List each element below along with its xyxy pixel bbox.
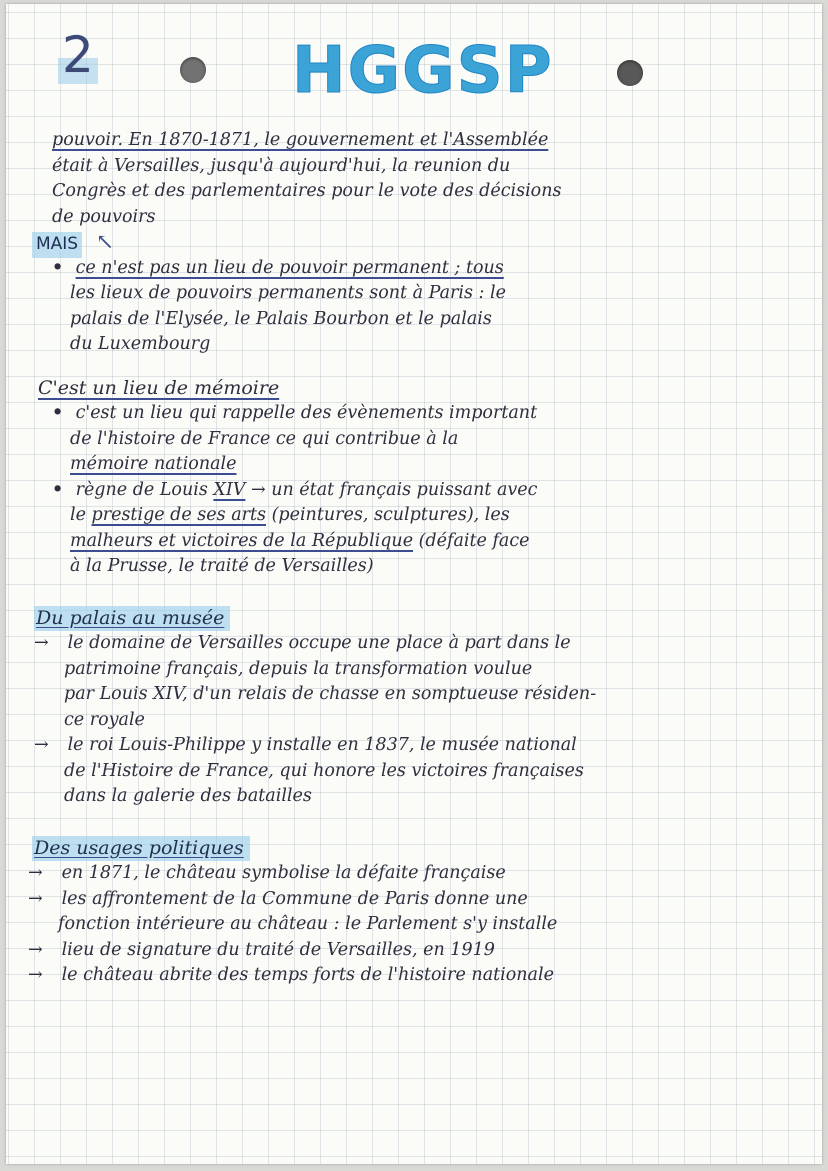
section-heading-line xyxy=(34,606,822,632)
arrow-icon: → xyxy=(28,965,43,985)
usages-section xyxy=(28,836,822,989)
bullet-line: de l'histoire de France ce qui contribue à la xyxy=(70,428,459,449)
mais-heading-line xyxy=(36,230,822,256)
list-item xyxy=(28,963,822,989)
musee-section xyxy=(34,606,822,810)
list-text: lieu de signature du traité de Versailles, en 1919 xyxy=(61,939,495,960)
intro-paragraph xyxy=(52,128,822,230)
bullet-icon: • xyxy=(52,257,64,278)
arrow-icon: → xyxy=(34,735,49,755)
bullet-line: palais de l'Elysée, le Palais Bourbon et le palais xyxy=(70,308,492,329)
bullet-line xyxy=(52,256,822,282)
intro-line xyxy=(52,128,822,154)
bullet-icon: • xyxy=(52,403,64,423)
bullet-text: → un état français puissant avec xyxy=(245,479,538,500)
page-title: HGGSP xyxy=(292,34,554,108)
list-line: ce royale xyxy=(64,709,145,730)
list-item xyxy=(28,861,822,887)
bullet-text: (peintures, sculptures), les xyxy=(266,505,510,525)
notes-body xyxy=(28,128,822,989)
list-line xyxy=(28,938,822,964)
memoire-section xyxy=(38,376,822,580)
list-line xyxy=(28,861,822,887)
malheurs-text: malheurs et victoires de la République xyxy=(70,530,414,551)
section-heading-line xyxy=(38,376,822,402)
list-text: le domaine de Versailles occupe une place à part dans le xyxy=(67,633,571,653)
memoire-nationale-text: mémoire nationale xyxy=(70,454,237,474)
musee-heading: Du palais au musée xyxy=(34,606,230,632)
notebook-page xyxy=(6,4,822,1164)
curved-arrow-icon: ↖ xyxy=(95,230,115,255)
bullet-text: (défaite face xyxy=(413,530,530,551)
intro-line: Congrès et des parlementaires pour le vote des décisions xyxy=(52,181,562,201)
list-line: dans la galerie des batailles xyxy=(64,786,312,806)
musee-list xyxy=(34,631,822,810)
bullet-line: les lieux de pouvoirs permanents sont à Paris : le xyxy=(70,283,506,303)
intro-line: de pouvoirs xyxy=(52,206,156,227)
bullet-line xyxy=(70,529,822,555)
arrow-icon: → xyxy=(28,863,43,883)
bullet-line: du Luxembourg xyxy=(70,334,211,354)
memoire-bullet-2 xyxy=(52,478,822,580)
page-number: 2 xyxy=(58,26,98,84)
bullet-text: ce n'est pas un lieu de pouvoir permanent ; tous xyxy=(75,257,504,278)
list-line xyxy=(28,887,822,913)
bullet-icon: • xyxy=(52,479,64,500)
intro-line: était à Versailles, jusqu'à aujourd'hui, la reunion du xyxy=(52,155,511,176)
list-item xyxy=(28,887,822,938)
list-item xyxy=(28,938,822,964)
arrow-icon: → xyxy=(28,888,43,909)
bullet-line: à la Prusse, le traité de Versailles) xyxy=(70,556,374,576)
list-line: patrimoine français, depuis la transformation voulue xyxy=(64,658,533,679)
mais-bullet xyxy=(52,256,822,358)
list-line: de l'Histoire de France, qui honore les victoires françaises xyxy=(64,760,584,781)
usages-list xyxy=(28,861,822,989)
mais-section xyxy=(36,230,822,358)
list-text: le roi Louis-Philippe y installe en 1837, le musée national xyxy=(67,735,577,755)
bullet-text: règne de Louis xyxy=(75,479,214,500)
memoire-heading: C'est un lieu de mémoire xyxy=(38,376,280,399)
list-line: par Louis XIV, d'un relais de chasse en somptueuse résiden- xyxy=(64,684,597,704)
intro-line-text: pouvoir. En 1870-1871, le gouvernement et l'Assemblée xyxy=(52,130,549,150)
bullet-text: le xyxy=(70,505,92,525)
arrow-icon: → xyxy=(28,939,43,960)
list-line: fonction intérieure au château : le Parlement s'y installe xyxy=(58,914,558,934)
memoire-bullet-1 xyxy=(52,401,822,478)
list-text: en 1871, le château symbolise la défaite française xyxy=(61,863,506,883)
list-item xyxy=(34,733,822,810)
bullet-line xyxy=(70,452,822,478)
list-text: le château abrite des temps forts de l'histoire nationale xyxy=(61,965,554,985)
bullet-line xyxy=(70,503,822,529)
arrow-icon: → xyxy=(34,633,49,653)
list-line xyxy=(34,631,822,657)
list-line xyxy=(28,963,822,989)
list-text: les affrontement de la Commune de Paris donne une xyxy=(61,888,528,909)
mais-label: MAIS xyxy=(32,232,82,258)
section-heading-line xyxy=(32,836,822,862)
bullet-line xyxy=(52,478,822,504)
bullet-text: c'est un lieu qui rappelle des évènements important xyxy=(75,403,538,423)
roman-numeral: XIV xyxy=(213,479,246,500)
usages-heading: Des usages politiques xyxy=(32,836,250,862)
prestige-text: prestige de ses arts xyxy=(91,505,267,525)
bullet-line xyxy=(52,401,822,427)
punch-hole-right xyxy=(617,60,643,86)
punch-hole-left xyxy=(180,57,206,83)
list-item xyxy=(34,631,822,733)
list-line xyxy=(34,733,822,759)
